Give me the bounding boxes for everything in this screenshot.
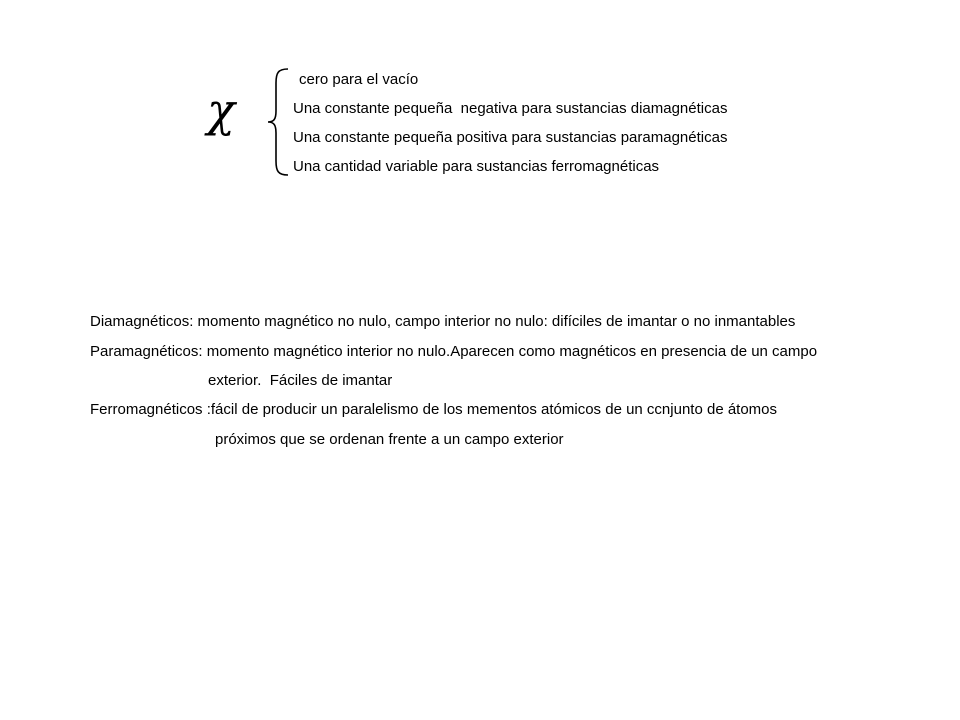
left-brace: [266, 67, 292, 177]
definition-paramagnetic-line-1: Paramagnéticos: momento magnético interior no nulo.Aparecen como magnéticos en presencia de un campo: [90, 343, 818, 360]
case-diamagnetic: Una constante pequeña negativa para sustancias diamagnéticas: [293, 100, 728, 117]
chi-symbol: χ: [207, 83, 235, 137]
definition-diamagnetic: Diamagnéticos: momento magnético no nulo, campo interior no nulo: difíciles de imantar o no inmantables: [90, 313, 796, 330]
case-ferromagnetic: Una cantidad variable para sustancias ferromagnéticas: [293, 158, 660, 175]
definition-ferromagnetic-line-2: próximos que se ordenan frente a un campo exterior: [215, 431, 564, 448]
definition-paramagnetic-line-2: exterior. Fáciles de imantar: [208, 372, 393, 389]
definition-ferromagnetic-line-1: Ferromagnéticos :fácil de producir un paralelismo de los mementos atómicos de un ccnjunto de átomos: [90, 401, 778, 418]
case-vacuum: cero para el vacío: [299, 71, 419, 88]
case-paramagnetic: Una constante pequeña positiva para sustancias paramagnéticas: [293, 129, 728, 146]
